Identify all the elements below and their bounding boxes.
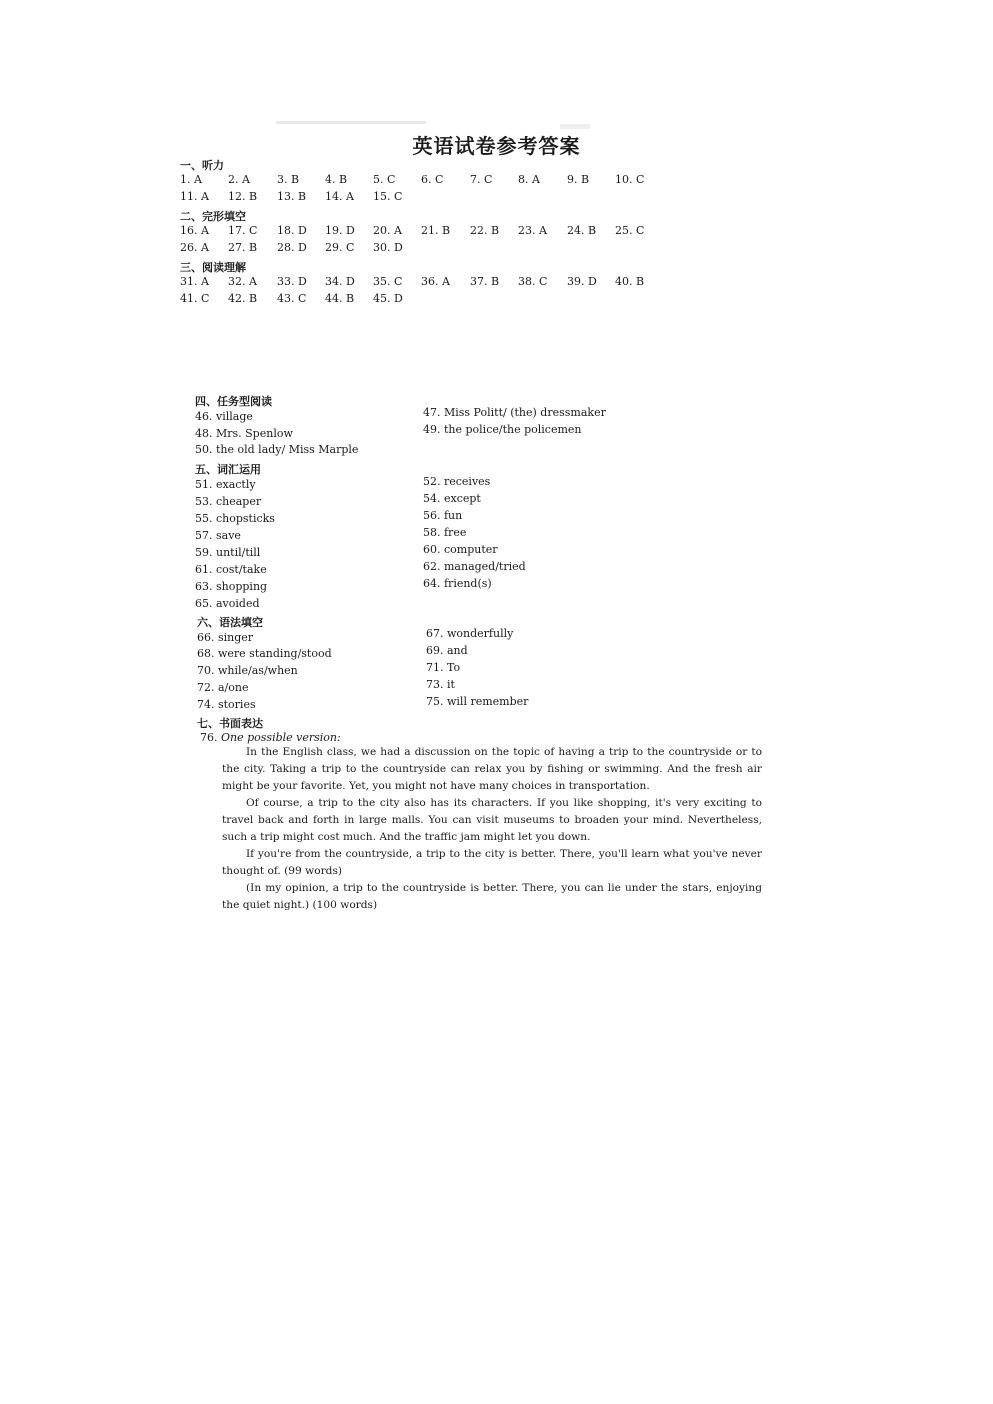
scan-noise: [560, 124, 590, 129]
answer-item: 20. A: [373, 224, 402, 237]
answer-item: 29. C: [325, 241, 355, 254]
answer-item: 67. wonderfully: [426, 627, 514, 640]
answer-item: 75. will remember: [426, 695, 529, 708]
answer-item: 13. B: [277, 190, 307, 203]
answer-item: 50. the old lady/ Miss Marple: [195, 443, 359, 456]
answer-item: 64. friend(s): [423, 577, 492, 590]
answer-item: 61. cost/take: [195, 563, 267, 576]
answer-item: 18. D: [277, 224, 307, 237]
answer-item: 57. save: [195, 529, 241, 542]
answer-item: 45. D: [373, 292, 403, 305]
essay-paragraph: If you're from the countryside, a trip to the city is better. There, you'll learn what you've never thought of. (99 words): [222, 848, 762, 877]
answer-item: 8. A: [518, 173, 540, 186]
answer-item: 10. C: [615, 173, 645, 186]
answer-item: 69. and: [426, 644, 468, 657]
answer-item: 4. B: [325, 173, 348, 186]
answer-item: 2. A: [228, 173, 250, 186]
essay-paragraph: (In my opinion, a trip to the countryside is better. There, you can lie under the stars, enjoying the quiet night.) (100 words): [222, 882, 762, 911]
essay-number: 76.: [200, 731, 218, 744]
answer-item: 39. D: [567, 275, 597, 288]
answer-item: 11. A: [180, 190, 209, 203]
essay-label: One possible version:: [221, 731, 341, 744]
answer-item: 15. C: [373, 190, 403, 203]
answer-item: 55. chopsticks: [195, 512, 275, 525]
answer-item: 47. Miss Politt/ (the) dressmaker: [423, 406, 606, 419]
answer-item: 52. receives: [423, 475, 491, 488]
essay-heading: [200, 731, 341, 744]
answer-item: 21. B: [421, 224, 451, 237]
answer-item: 48. Mrs. Spenlow: [195, 427, 293, 440]
answer-item: 37. B: [470, 275, 500, 288]
answer-item: 40. B: [615, 275, 645, 288]
answer-item: 43. C: [277, 292, 307, 305]
answer-item: 5. C: [373, 173, 396, 186]
answer-item: 26. A: [180, 241, 209, 254]
answer-item: 49. the police/the policemen: [423, 423, 582, 436]
answer-item: 27. B: [228, 241, 258, 254]
page-title: 英语试卷参考答案: [412, 134, 581, 158]
answer-item: 14. A: [325, 190, 354, 203]
answer-item: 41. C: [180, 292, 210, 305]
essay-paragraph: Of course, a trip to the city also has its characters. If you like shopping, it's very exciting to travel back and forth in large malls. You can visit museums to broaden your mind. Nevertheless, such a trip might cost much. And the traffic jam might let you down.: [222, 797, 762, 843]
answer-item: 6. C: [421, 173, 444, 186]
section-title-listening: 一、听力: [180, 159, 224, 172]
answer-item: 72. a/one: [197, 681, 249, 694]
essay-body: [222, 744, 762, 914]
answer-item: 46. village: [195, 410, 253, 423]
answer-item: 9. B: [567, 173, 590, 186]
answer-item: 53. cheaper: [195, 495, 262, 508]
answer-item: 56. fun: [423, 509, 463, 522]
answer-item: 44. B: [325, 292, 355, 305]
answer-item: 33. D: [277, 275, 307, 288]
answer-item: 58. free: [423, 526, 467, 539]
answer-item: 1. A: [180, 173, 202, 186]
answer-item: 54. except: [423, 492, 481, 505]
section-title-cloze: 二、完形填空: [180, 210, 246, 223]
section-title-reading: 三、阅读理解: [180, 261, 246, 274]
answer-item: 28. D: [277, 241, 307, 254]
answer-item: 17. C: [228, 224, 258, 237]
section-title-grammar: 六、语法填空: [197, 616, 263, 629]
answer-item: 38. C: [518, 275, 548, 288]
answer-item: 16. A: [180, 224, 209, 237]
section-title-task-reading: 四、任务型阅读: [195, 395, 272, 408]
answer-item: 22. B: [470, 224, 500, 237]
answer-item: 7. C: [470, 173, 493, 186]
answer-item: 31. A: [180, 275, 209, 288]
answer-item: 19. D: [325, 224, 355, 237]
section-title-writing: 七、书面表达: [197, 717, 263, 730]
answer-item: 62. managed/tried: [423, 560, 526, 573]
answer-item: 25. C: [615, 224, 645, 237]
answer-item: 32. A: [228, 275, 257, 288]
answer-item: 60. computer: [423, 543, 498, 556]
answer-item: 70. while/as/when: [197, 664, 298, 677]
answer-item: 12. B: [228, 190, 258, 203]
answer-item: 36. A: [421, 275, 450, 288]
answer-item: 59. until/till: [195, 546, 261, 559]
answer-item: 42. B: [228, 292, 258, 305]
section-title-vocabulary: 五、词汇运用: [195, 463, 261, 476]
answer-item: 23. A: [518, 224, 547, 237]
answer-item: 34. D: [325, 275, 355, 288]
answer-item: 24. B: [567, 224, 597, 237]
answer-item: 30. D: [373, 241, 403, 254]
answer-item: 3. B: [277, 173, 300, 186]
scan-noise: [276, 121, 426, 124]
essay-paragraph: In the English class, we had a discussion on the topic of having a trip to the countryside or to the city. Taking a trip to the countryside can relax you by fishing or swimming. And the fresh air might be your favorite. Yet, you might not have many choices in transportation.: [222, 746, 762, 792]
answer-item: 65. avoided: [195, 597, 260, 610]
answer-item: 68. were standing/stood: [197, 647, 332, 660]
answer-item: 51. exactly: [195, 478, 256, 491]
answer-item: 66. singer: [197, 631, 254, 644]
answer-item: 73. it: [426, 678, 455, 691]
answer-item: 74. stories: [197, 698, 256, 711]
answer-item: 63. shopping: [195, 580, 268, 593]
answer-item: 71. To: [426, 661, 461, 674]
answer-item: 35. C: [373, 275, 403, 288]
